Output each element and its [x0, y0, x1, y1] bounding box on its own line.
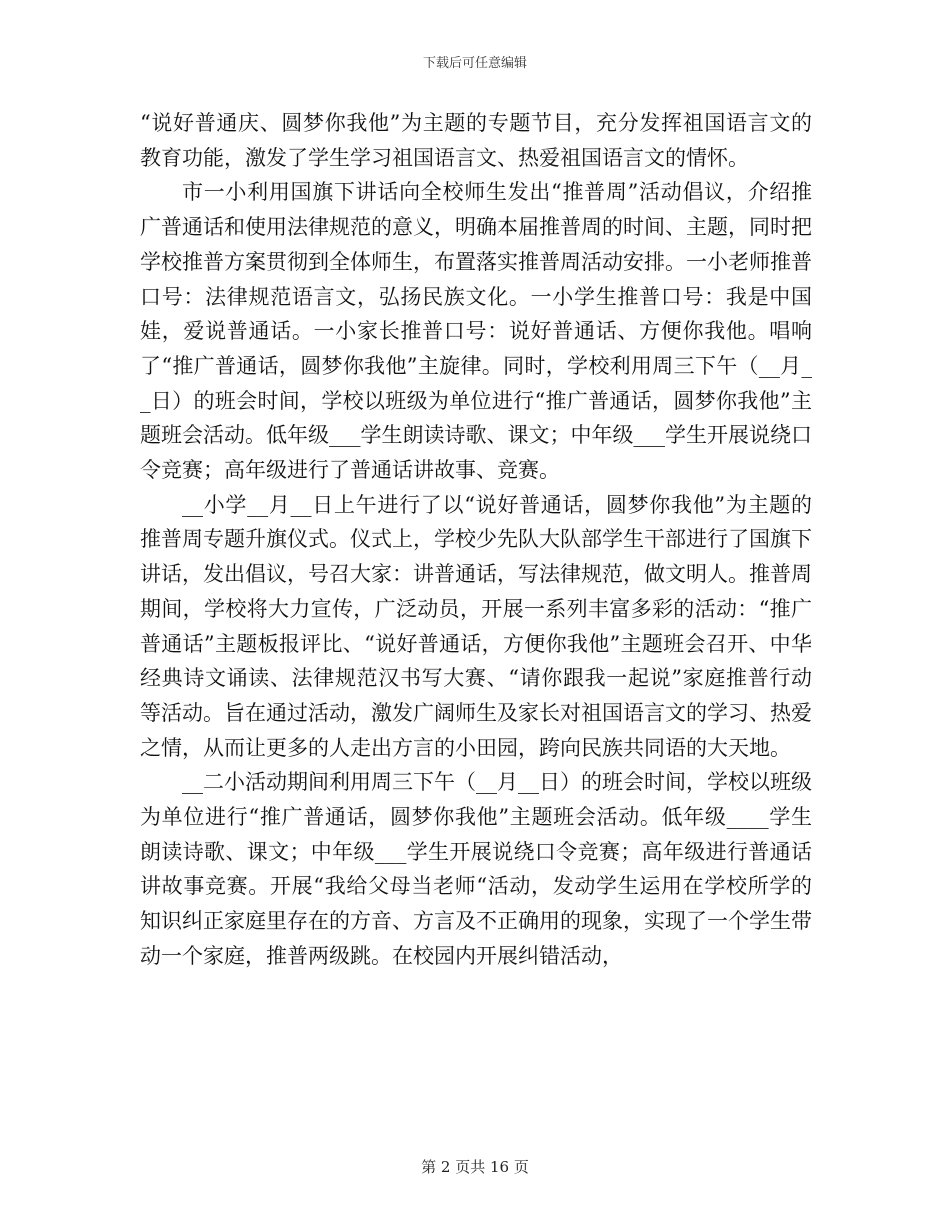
paragraph-4: __二小活动期间利用周三下午（__月__日）的班会时间，学校以班级为单位进行“推广普通话，圆梦你我他”主题班会活动。低年级____学生朗读诗歌、课文；中年级___学生开展说绕口令竞赛；高年级进行普通话讲故事竞赛。开展“我给父母当老师“活动，发动学生运用在学校所学的知识纠正家庭里存在的方音、方言及不正确用的现象，实现了一个学生带动一个家庭，推普两级跳。在校园内开展纠错活动，: [140, 770, 812, 968]
page-footer: 第 2 页共 16 页: [421, 1158, 529, 1176]
document-body: [140, 106, 812, 974]
paragraph-3: __小学__月__日上午进行了以“说好普通话，圆梦你我他”为主题的推普周专题升旗仪式。仪式上，学校少先队大队部学生干部进行了国旗下讲话，发出倡议，号召大家：讲普通话，写法律规范，做文明人。推普周期间，学校将大力宣传，广泛动员，开展一系列丰富多彩的活动：“推广普通话”主题板报评比、“说好普通话，方便你我他”主题班会召开、中华经典诗文诵读、法律规范汉书写大赛、“请你跟我一起说”家庭推普行动等活动。旨在通过活动，激发广阔师生及家长对祖国语言文的学习、热爱之情，从而让更多的人走出方言的小田园，跨向民族共同语的大天地。: [140, 492, 812, 760]
paragraph-1: “说好普通庆、圆梦你我他”为主题的专题节目，充分发挥祖国语言文的教育功能，激发了学生学习祖国语言文、热爱祖国语言文的情怀。: [140, 111, 812, 170]
page-header: 下载后可任意编辑: [422, 56, 527, 71]
paragraph-2: 市一小利用国旗下讲话向全校师生发出“推普周”活动倡议，介绍推广普通话和使用法律规范的意义，明确本届推普周的时间、主题，同时把学校推普方案贯彻到全体师生，布置落实推普周活动安排。一小老师推普口号：法律规范语言文，弘扬民族文化。一小学生推普口号：我是中国娃，爱说普通话。一小家长推普口号：说好普通话、方便你我他。唱响了“推广普通话，圆梦你我他”主旋律。同时，学校利用周三下午（__月__日）的班会时间，学校以班级为单位进行“推广普通话，圆梦你我他”主题班会活动。低年级___学生朗读诗歌、课文；中年级___学生开展说绕口令竞赛；高年级进行了普通话讲故事、竞赛。: [140, 180, 812, 483]
